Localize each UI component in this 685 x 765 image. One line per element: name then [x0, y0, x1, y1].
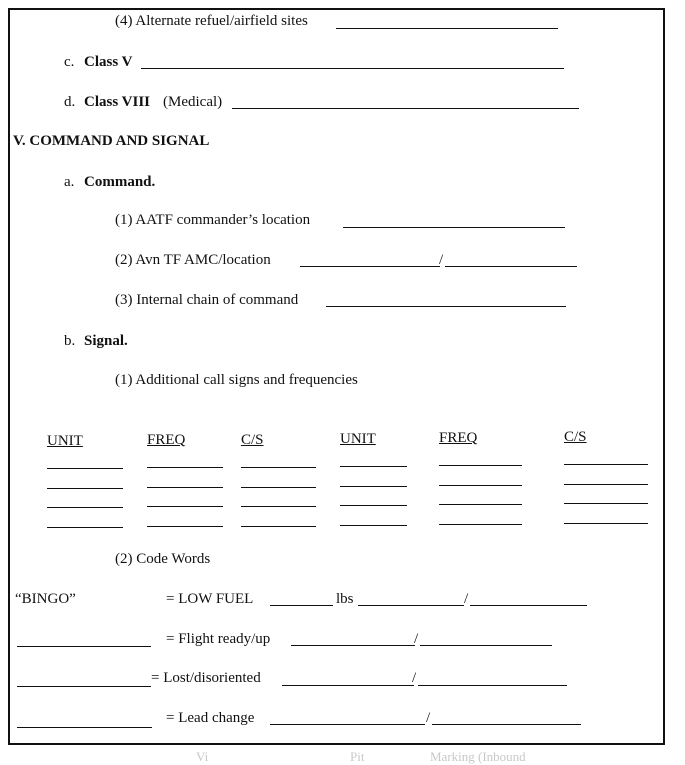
- table-cell[interactable]: [340, 525, 407, 526]
- table-cell[interactable]: [241, 506, 316, 507]
- lost-disoriented-label: = Lost/disoriented: [151, 670, 261, 686]
- lead-change-code-field[interactable]: [17, 727, 152, 728]
- low-fuel-field-a[interactable]: [358, 605, 464, 606]
- table-cell[interactable]: [147, 506, 223, 507]
- table-cell[interactable]: [147, 487, 223, 488]
- alternate-sites-label: (4) Alternate refuel/airfield sites: [115, 13, 308, 29]
- flight-ready-code-field[interactable]: [17, 646, 151, 647]
- alternate-sites-field[interactable]: [336, 28, 558, 29]
- chain-of-command-field[interactable]: [326, 306, 566, 307]
- table-cell[interactable]: [241, 526, 316, 527]
- code-words-label: (2) Code Words: [115, 551, 211, 567]
- flight-ready-separator: /: [414, 631, 419, 647]
- table-cell[interactable]: [439, 465, 522, 466]
- class-viii-label: Class VIII: [84, 94, 150, 110]
- flight-ready-label: = Flight ready/up: [166, 631, 271, 647]
- class-viii-medical-label: (Medical): [163, 94, 223, 110]
- call-signs-label: (1) Additional call signs and frequencies: [115, 372, 358, 388]
- table-cell[interactable]: [241, 487, 316, 488]
- chain-of-command-label: (3) Internal chain of command: [115, 292, 299, 308]
- flight-ready-field-a[interactable]: [291, 645, 415, 646]
- table-cell[interactable]: [564, 484, 648, 485]
- table-cell[interactable]: [47, 527, 123, 528]
- amc-location-separator: /: [439, 252, 444, 268]
- low-fuel-label: = LOW FUEL: [166, 591, 254, 607]
- commander-location-field[interactable]: [343, 227, 565, 228]
- lead-change-separator: /: [426, 710, 431, 726]
- item-d-prefix: d.: [64, 94, 76, 110]
- table-cell[interactable]: [147, 467, 223, 468]
- low-fuel-field-b[interactable]: [470, 605, 587, 606]
- lost-code-field[interactable]: [17, 686, 151, 687]
- lead-change-field-b[interactable]: [432, 724, 581, 725]
- low-fuel-separator: /: [464, 591, 469, 607]
- amc-field[interactable]: [300, 266, 440, 267]
- bleed-through-text: Marking (Inbound: [430, 749, 526, 764]
- lbs-unit-label: lbs: [336, 591, 354, 607]
- lead-change-label: = Lead change: [166, 710, 255, 726]
- table-header-unit-2: UNIT: [340, 431, 376, 447]
- low-fuel-lbs-field[interactable]: [270, 605, 333, 606]
- table-header-cs-1: C/S: [241, 432, 264, 448]
- table-cell[interactable]: [340, 505, 407, 506]
- table-cell[interactable]: [340, 466, 407, 467]
- class-viii-field[interactable]: [232, 108, 579, 109]
- table-cell[interactable]: [439, 504, 522, 505]
- item-a-prefix: a.: [64, 174, 75, 190]
- table-cell[interactable]: [47, 468, 123, 469]
- table-cell[interactable]: [564, 523, 648, 524]
- lost-field-b[interactable]: [418, 685, 567, 686]
- location-field[interactable]: [445, 266, 577, 267]
- bingo-code-word: “BINGO”: [15, 591, 76, 607]
- table-header-freq-2: FREQ: [439, 430, 478, 446]
- lead-change-field-a[interactable]: [270, 724, 425, 725]
- table-cell[interactable]: [439, 485, 522, 486]
- bleed-through-text: Pit: [350, 749, 365, 764]
- table-cell[interactable]: [147, 526, 223, 527]
- table-header-freq-1: FREQ: [147, 432, 186, 448]
- flight-ready-field-b[interactable]: [420, 645, 552, 646]
- table-cell[interactable]: [47, 507, 123, 508]
- table-cell[interactable]: [241, 467, 316, 468]
- commander-location-label: (1) AATF commander’s location: [115, 212, 311, 228]
- lost-field-a[interactable]: [282, 685, 414, 686]
- table-header-cs-2: C/S: [564, 429, 587, 445]
- class-v-field[interactable]: [141, 68, 564, 69]
- section-v-heading: V. COMMAND AND SIGNAL: [13, 133, 210, 149]
- table-cell[interactable]: [340, 486, 407, 487]
- bleed-through-text: Vi: [196, 749, 209, 764]
- lost-separator: /: [412, 670, 417, 686]
- table-cell[interactable]: [564, 464, 648, 465]
- table-cell[interactable]: [47, 488, 123, 489]
- signal-heading: Signal.: [84, 333, 128, 349]
- table-cell[interactable]: [439, 524, 522, 525]
- table-cell[interactable]: [564, 503, 648, 504]
- class-v-label: Class V: [84, 54, 133, 70]
- item-b-prefix: b.: [64, 333, 76, 349]
- table-header-unit-1: UNIT: [47, 433, 83, 449]
- amc-location-label: (2) Avn TF AMC/location: [115, 252, 271, 268]
- item-c-prefix: c.: [64, 54, 75, 70]
- command-heading: Command.: [84, 174, 156, 190]
